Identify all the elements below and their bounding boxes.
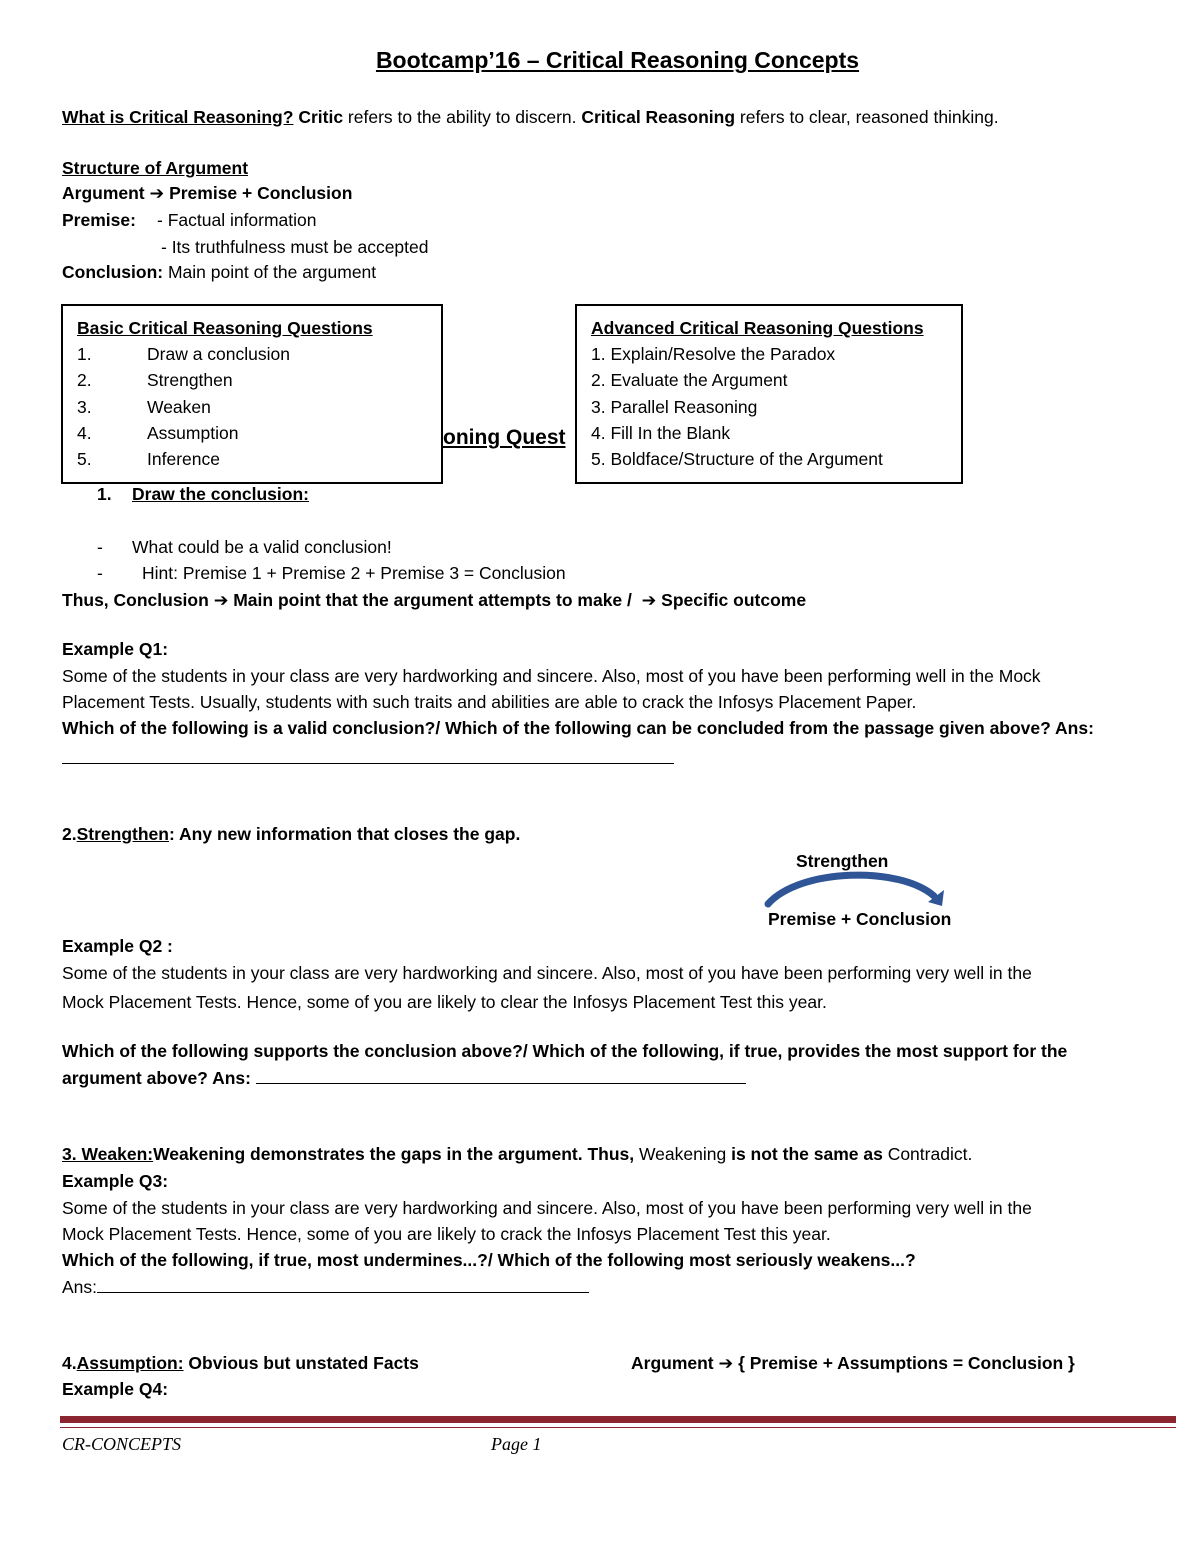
formula-text: { Premise + Assumptions = Conclusion } bbox=[738, 1353, 1075, 1373]
argument-text: Premise + Conclusion bbox=[169, 183, 353, 203]
page-title: Bootcamp’16 – Critical Reasoning Concepts bbox=[375, 47, 860, 73]
q3-ans-label: Ans: bbox=[62, 1277, 98, 1297]
advanced-item: 5. Boldface/Structure of the Argument bbox=[591, 449, 883, 469]
critic-word: Critic bbox=[298, 107, 344, 127]
section1-heading: Draw the conclusion: bbox=[132, 484, 309, 504]
intro-paragraph bbox=[62, 104, 999, 130]
q2-answer-blank[interactable] bbox=[256, 1065, 746, 1084]
basic-item: 2. Strengthen bbox=[77, 370, 233, 390]
advanced-item: 3. Parallel Reasoning bbox=[591, 397, 758, 417]
premise-label: Premise: bbox=[62, 210, 136, 230]
example-q1-label: Example Q1: bbox=[62, 639, 169, 659]
conclusion-definition bbox=[62, 259, 376, 285]
example-q3-line-2: Mock Placement Tests. Hence, some of you are likely to crack the Infosys Placement Test this year. bbox=[62, 1224, 831, 1244]
arrow-icon: ➔ bbox=[641, 591, 657, 611]
q3-answer-line bbox=[62, 1274, 589, 1300]
hidden-heading-fragment: oning Quest bbox=[443, 426, 566, 449]
premise-point-1: - Factual information bbox=[157, 210, 317, 230]
basic-box-heading: Basic Critical Reasoning Questions bbox=[77, 318, 373, 338]
intro-question: What is Critical Reasoning? bbox=[62, 107, 294, 127]
bullet-dash: - bbox=[97, 537, 103, 557]
example-q2-line-2: Mock Placement Tests. Hence, some of you are likely to clear the Infosys Placement Test this year. bbox=[62, 992, 827, 1012]
advanced-item: 4. Fill In the Blank bbox=[591, 423, 731, 443]
section1-bullet-1: What could be a valid conclusion! bbox=[132, 537, 392, 557]
q2-ans-label: argument above? Ans: bbox=[62, 1068, 251, 1088]
arrow-icon: ➔ bbox=[149, 184, 165, 204]
thus-text: Main point that the argument attempts to make / bbox=[233, 590, 632, 610]
critic-definition: refers to the ability to discern. bbox=[343, 107, 582, 127]
example-q3-label: Example Q3: bbox=[62, 1171, 169, 1191]
advanced-item: 1. Explain/Resolve the Paradox bbox=[591, 344, 836, 364]
contradict-word: Contradict. bbox=[887, 1144, 973, 1164]
basic-item: 1. Draw a conclusion bbox=[77, 344, 290, 364]
basic-item: 5. Inference bbox=[77, 449, 220, 469]
assumption-formula bbox=[631, 1350, 1075, 1377]
cr-definition: refers to clear, reasoned thinking. bbox=[735, 107, 999, 127]
weakening-word: Weakening bbox=[638, 1144, 727, 1164]
bullet-dash: - bbox=[97, 563, 103, 583]
cr-word: Critical Reasoning bbox=[581, 107, 736, 127]
thus-text-2: Specific outcome bbox=[661, 590, 807, 610]
example-q1-line-1: Some of the students in your class are very hardworking and sincere. Also, most of you have been performing well in the Mock bbox=[62, 666, 1041, 686]
q3-question: Which of the following, if true, most undermines...?/ Which of the following most seriously weakens...? bbox=[62, 1250, 916, 1270]
q1-answer-blank[interactable] bbox=[62, 763, 674, 764]
basic-item: 3. Weaken bbox=[77, 397, 211, 417]
q3-answer-blank[interactable] bbox=[97, 1274, 589, 1293]
section3-description: Weakening demonstrates the gaps in the argument. Thus, bbox=[153, 1144, 639, 1164]
argument-label: Argument bbox=[62, 183, 145, 203]
section4-description: Obvious but unstated Facts bbox=[183, 1353, 419, 1373]
section2-number: 2. bbox=[62, 824, 77, 844]
q1-question: Which of the following is a valid conclusion?/ Which of the following can be concluded from the passage given above? Ans: bbox=[62, 718, 1094, 738]
example-q2-label: Example Q2 : bbox=[62, 936, 173, 956]
footer-rule bbox=[60, 1416, 1176, 1423]
structure-heading: Structure of Argument bbox=[62, 158, 249, 178]
section2-heading-line bbox=[62, 821, 520, 847]
footer-rule-thin bbox=[60, 1427, 1176, 1428]
advanced-item: 2. Evaluate the Argument bbox=[591, 370, 788, 390]
argument-definition bbox=[62, 180, 352, 207]
thus-conclusion-line bbox=[62, 587, 806, 614]
section2-heading: Strengthen bbox=[76, 824, 169, 844]
q2-question-line-1: Which of the following supports the conclusion above?/ Which of the following, if true, provides the most support for the bbox=[62, 1041, 1068, 1061]
thus-label: Thus, Conclusion bbox=[62, 590, 209, 610]
conclusion-label: Conclusion: bbox=[62, 262, 164, 282]
page-number: Page 1 bbox=[491, 1434, 542, 1454]
section2-description: : Any new information that closes the gap. bbox=[168, 824, 521, 844]
example-q3-line-1: Some of the students in your class are very hardworking and sincere. Also, most of you have been performing very well in the bbox=[62, 1198, 1032, 1218]
section4-heading-line bbox=[62, 1350, 419, 1376]
formula-label: Argument bbox=[631, 1353, 714, 1373]
basic-item: 4. Assumption bbox=[77, 423, 239, 443]
basic-questions-box bbox=[61, 304, 443, 484]
section4-number: 4. bbox=[62, 1353, 77, 1373]
section1-bullet-2: Hint: Premise 1 + Premise 2 + Premise 3 = Conclusion bbox=[142, 563, 566, 583]
arrow-icon: ➔ bbox=[213, 591, 229, 611]
strengthen-arc-icon bbox=[760, 866, 950, 910]
footer-left: CR-CONCEPTS bbox=[62, 1434, 182, 1454]
example-q1-line-2: Placement Tests. Usually, students with such traits and abilities are able to crack the Infosys Placement Paper. bbox=[62, 692, 917, 712]
example-q2-line-1: Some of the students in your class are very hardworking and sincere. Also, most of you have been performing very well in the bbox=[62, 963, 1032, 983]
section3-heading: 3. Weaken: bbox=[62, 1144, 154, 1164]
arrow-icon: ➔ bbox=[718, 1354, 734, 1374]
section4-heading: Assumption: bbox=[76, 1353, 184, 1373]
example-q4-label: Example Q4: bbox=[62, 1379, 169, 1399]
diagram-top-label: Strengthen bbox=[796, 851, 889, 871]
section3-heading-line bbox=[62, 1141, 972, 1167]
section1-number: 1. bbox=[97, 484, 112, 504]
q2-question-line-2 bbox=[62, 1065, 746, 1091]
conclusion-text: Main point of the argument bbox=[163, 262, 377, 282]
advanced-questions-box bbox=[575, 304, 963, 484]
section3-description-2: is not the same as bbox=[726, 1144, 888, 1164]
premise-point-2: - Its truthfulness must be accepted bbox=[161, 237, 429, 257]
advanced-box-heading: Advanced Critical Reasoning Questions bbox=[591, 318, 924, 338]
diagram-bottom-label: Premise + Conclusion bbox=[768, 909, 952, 929]
